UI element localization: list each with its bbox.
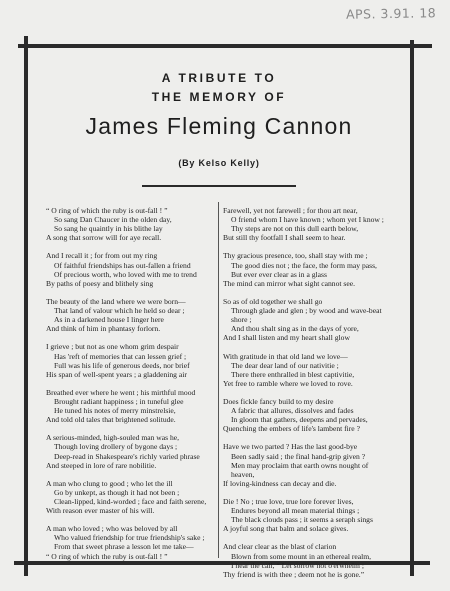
stanza xyxy=(223,397,409,433)
poem-line: Quenching the embers of life's lambent fire ? xyxy=(223,424,360,434)
poem-line: By paths of poesy and blithely sing xyxy=(46,278,154,288)
poem-line: So as of old together we shall go xyxy=(223,296,323,306)
poem-line: So sang he quaintly in his blithe lay xyxy=(54,224,163,234)
poem-line: Thy steps are not on this dull earth below, xyxy=(231,224,359,234)
poem-line: Does fickle fancy build to my desire xyxy=(223,396,334,406)
poem-line: And I recall it ; for from out my ring xyxy=(46,251,158,261)
poem-line: I grieve ; but not as one whom grim despair xyxy=(46,342,179,352)
poem-line: Though loving drollery of bygone days ; xyxy=(54,442,178,452)
poem-line: Thy gracious presence, too, shall stay with me ; xyxy=(223,251,368,261)
poem-line: “ O ring of which the ruby is out-fall ! ” xyxy=(46,551,168,561)
byline: (By Kelso Kelly) xyxy=(178,158,260,168)
poem-line: Been sadly said ; the final hand-grip given ? xyxy=(231,451,366,461)
poem-line: And thou shalt sing as in the days of yore, xyxy=(231,324,359,334)
poem-left-column xyxy=(46,206,216,570)
heading-tribute: A TRIBUTE TO xyxy=(161,71,277,85)
poem-line: Of faithful friendships has out-fallen a friend xyxy=(54,260,191,270)
poem-line: And steeped in lore of rare nobilitie. xyxy=(46,460,157,470)
heading-memory: THE MEMORY OF xyxy=(151,90,287,104)
poem-line: Full was his life of generous deeds, nor brief xyxy=(54,360,190,370)
poem-line: But still thy footfall I shall seem to hear. xyxy=(223,233,346,243)
frame-top-rule xyxy=(18,44,432,48)
poem-line: Deep-read in Shakespeare's richly varied phrase xyxy=(54,451,200,461)
poem-line: The beauty of the land where we were born— xyxy=(46,296,186,306)
poem-line: In gloom that gathers, deepens and pervades, xyxy=(231,415,368,425)
stanza xyxy=(223,297,409,342)
poem-line: Farewell, yet not farewell ; for thou art near, xyxy=(223,206,358,215)
stanza xyxy=(46,433,216,469)
poem-line: Endures beyond all mean material things ; xyxy=(231,506,360,516)
poem-line: And told old tales that brightened solitude. xyxy=(46,415,176,425)
poem-line: Go by unkept, as though it had not been ; xyxy=(54,487,180,497)
poem-line: A joyful song that balm and solace gives. xyxy=(223,524,349,534)
poem-line: A fabric that allures, dissolves and fades xyxy=(231,406,354,416)
poem-line: shore ; xyxy=(231,315,252,325)
poem-line: Yet free to ramble where we loved to rove. xyxy=(223,378,353,388)
stanza xyxy=(46,206,216,242)
poem-line: The good dies not ; the face, the form may pass, xyxy=(231,260,377,270)
stanza xyxy=(46,388,216,424)
poem-right-column xyxy=(223,206,409,588)
poem-line: If loving-kindness can decay and die. xyxy=(223,478,337,488)
poem-line: So sang Dan Chaucer in the olden day, xyxy=(54,215,172,225)
poem-line: And think of him in phantasy forlorn. xyxy=(46,324,161,334)
stanza xyxy=(46,297,216,333)
poem-line: A man who loved ; who was beloved by all xyxy=(46,524,178,534)
poem-line: The mind can mirror what sight cannot see. xyxy=(223,278,356,288)
stanza xyxy=(46,479,216,515)
stanza xyxy=(223,206,409,242)
poem-line: Thy friend is with thee ; deem not he is gone.” xyxy=(223,569,365,579)
poem-line: There there enthralled in blest captivitie, xyxy=(231,369,355,379)
poem-line: A song that sorrow will for aye recall. xyxy=(46,233,162,243)
poem-line: Through glade and glen ; by wood and wave-beat xyxy=(231,306,382,316)
poem-line: As in a darkened house I linger here xyxy=(54,315,164,325)
poem-line: But ever ever clear as in a glass xyxy=(231,269,327,279)
column-divider xyxy=(218,202,219,558)
catalog-mark: APS. 3.91. 18 xyxy=(345,5,437,22)
poem-line: From that sweet phrase a lesson let me take— xyxy=(54,542,194,552)
stanza xyxy=(223,442,409,487)
poem-line: Of precious worth, who loved with me to trend xyxy=(54,269,197,279)
stanza xyxy=(46,251,216,287)
poem-line: I hear the call, “ Let sorrow not o'erwhelm ; xyxy=(231,560,364,570)
poem-line: He tuned his notes of merry minstrelsie, xyxy=(54,406,176,416)
frame-right-rule xyxy=(410,40,414,576)
stanza xyxy=(223,352,409,388)
title-rule xyxy=(142,185,296,187)
poem-line: heaven, xyxy=(231,469,255,479)
poem-line: A man who clung to good ; who let the ill xyxy=(46,478,173,488)
poem-line: Clean-lipped, kind-worded ; face and faith serene, xyxy=(54,497,207,506)
poem-line: Blown from some mount in an ethereal realm, xyxy=(231,551,372,561)
poem-line: That land of valour which he held so dear ; xyxy=(54,306,185,316)
poem-line: His span of well-spent years ; a gladdening air xyxy=(46,369,187,379)
poem-line: O friend whom I have known ; whom yet I know ; xyxy=(231,215,384,225)
poem-line: “ O ring of which the ruby is out-fall ! ” xyxy=(46,206,168,215)
poem-line: Die ! No ; true love, true lore forever lives, xyxy=(223,497,354,506)
poem-line: A serious-minded, high-souled man was he, xyxy=(46,433,180,443)
poem-line: And I shall listen and my heart shall glow xyxy=(223,333,350,343)
stanza xyxy=(223,497,409,533)
stanza xyxy=(46,524,216,560)
stanza xyxy=(223,251,409,287)
memorial-name: James Fleming Cannon xyxy=(85,113,353,139)
poem-line: With reason ever master of his will. xyxy=(46,506,155,516)
poem-line: Have we two parted ? Has the last good-bye xyxy=(223,442,358,452)
poem-line: Has 'reft of memories that can lessen grief ; xyxy=(54,351,187,361)
stanza xyxy=(46,342,216,378)
poem-line: With gratitude in that old land we love— xyxy=(223,351,348,361)
poem-line: Breathed ever where he went ; his mirthful mood xyxy=(46,387,196,397)
poem-line: And clear clear as the blast of clarion xyxy=(223,542,337,552)
poem-line: Who valued friendship for true friendship's sake ; xyxy=(54,533,205,543)
poem-line: The black clouds pass ; it seems a seraph sings xyxy=(231,515,373,525)
poem-line: The dear dear land of our nativitie ; xyxy=(231,360,339,370)
stanza xyxy=(223,542,409,578)
poem-line: Brought radiant happiness ; in tuneful glee xyxy=(54,396,184,406)
poem-line: Men may proclaim that earth owns nought of xyxy=(231,460,369,470)
